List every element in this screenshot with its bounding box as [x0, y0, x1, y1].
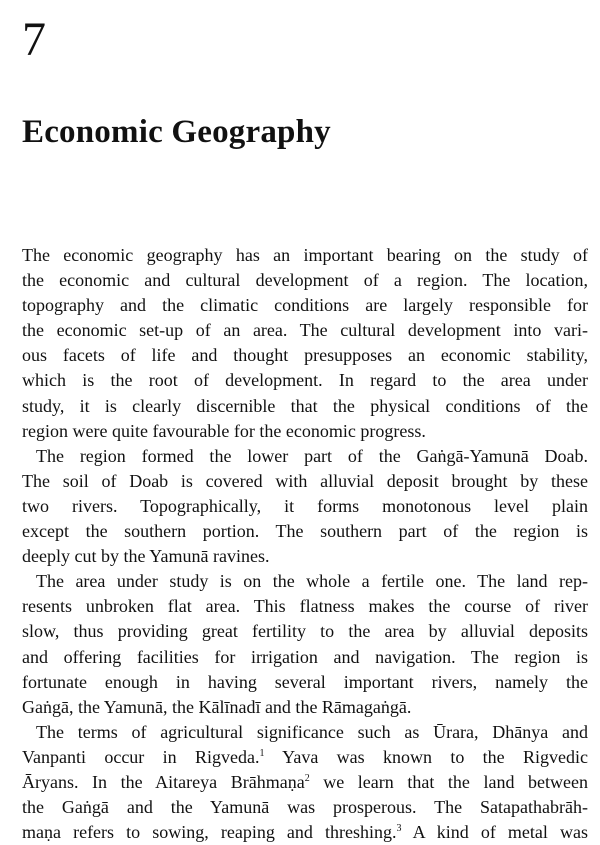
text-line: The region formed the lower part of the Gaṅgā-Yamunā Doab.	[36, 445, 588, 466]
text-line: The terms of agricultural significance such as Ūrara, Dhānya and	[36, 721, 588, 742]
footnote-marker: 2	[304, 772, 310, 784]
text-line-with-footnote	[22, 820, 588, 845]
paragraph-4	[22, 720, 588, 845]
paragraph-2	[22, 444, 588, 569]
footnote-marker: 3	[396, 823, 402, 835]
text-line: The soil of Doab is covered with alluvial deposit brought by these	[22, 470, 588, 491]
text-line: two rivers. Topographically, it forms monotonous level plain	[22, 495, 588, 516]
footnote-marker: 1	[259, 747, 265, 759]
text-line: which is the root of development. In regard to the area under	[22, 370, 588, 391]
text-segment: Āryans. In the Aitareya Brāhmaṇa	[22, 771, 305, 792]
text-line: slow, thus providing great fertility to the area by alluvial deposits	[22, 621, 588, 642]
text-segment: A kind of metal was	[401, 822, 588, 843]
paragraph-1	[22, 243, 588, 444]
chapter-number: 7	[22, 13, 46, 66]
chapter-title: Economic Geography	[22, 114, 331, 150]
text-line: ous facets of life and thought presupposes an economic stability,	[22, 345, 588, 366]
text-segment: Yava was known to the Rigvedic	[264, 746, 588, 767]
text-line: deeply cut by the Yamunā ravines.	[22, 546, 270, 567]
text-line: topography and the climatic conditions are largely responsible for	[22, 295, 588, 316]
text-line: The economic geography has an important bearing on the study of	[22, 245, 588, 265]
text-line: resents unbroken flat area. This flatness makes the course of river	[22, 596, 588, 617]
text-line: except the southern portion. The southern part of the region is	[22, 521, 588, 542]
text-line: and offering facilities for irrigation and navigation. The region is	[22, 646, 588, 667]
text-line: the economic set-up of an area. The cultural development into vari-	[22, 320, 588, 341]
text-segment: we learn that the land between	[309, 771, 588, 792]
text-segment: maṇa refers to sowing, reaping and threshing.	[22, 822, 397, 843]
text-line-with-footnote	[22, 770, 588, 795]
text-segment: Vanpanti occur in Rigveda.	[22, 746, 260, 767]
text-line: region were quite favourable for the economic progress.	[22, 420, 426, 441]
paragraph-3	[22, 569, 588, 720]
text-line: the Gaṅgā and the Yamunā was prosperous. The Satapathabrāh-	[22, 797, 588, 818]
text-line-with-footnote	[22, 745, 588, 770]
text-line: The area under study is on the whole a fertile one. The land rep-	[36, 571, 588, 592]
text-line: fortunate enough in having several important rivers, namely the	[22, 671, 588, 692]
body-text	[22, 243, 588, 845]
text-line: the economic and cultural development of a region. The location,	[22, 270, 588, 291]
text-line: Gaṅgā, the Yamunā, the Kālīnadī and the Rāmagaṅgā.	[22, 696, 412, 717]
text-line: study, it is clearly discernible that the physical conditions of the	[22, 395, 588, 416]
